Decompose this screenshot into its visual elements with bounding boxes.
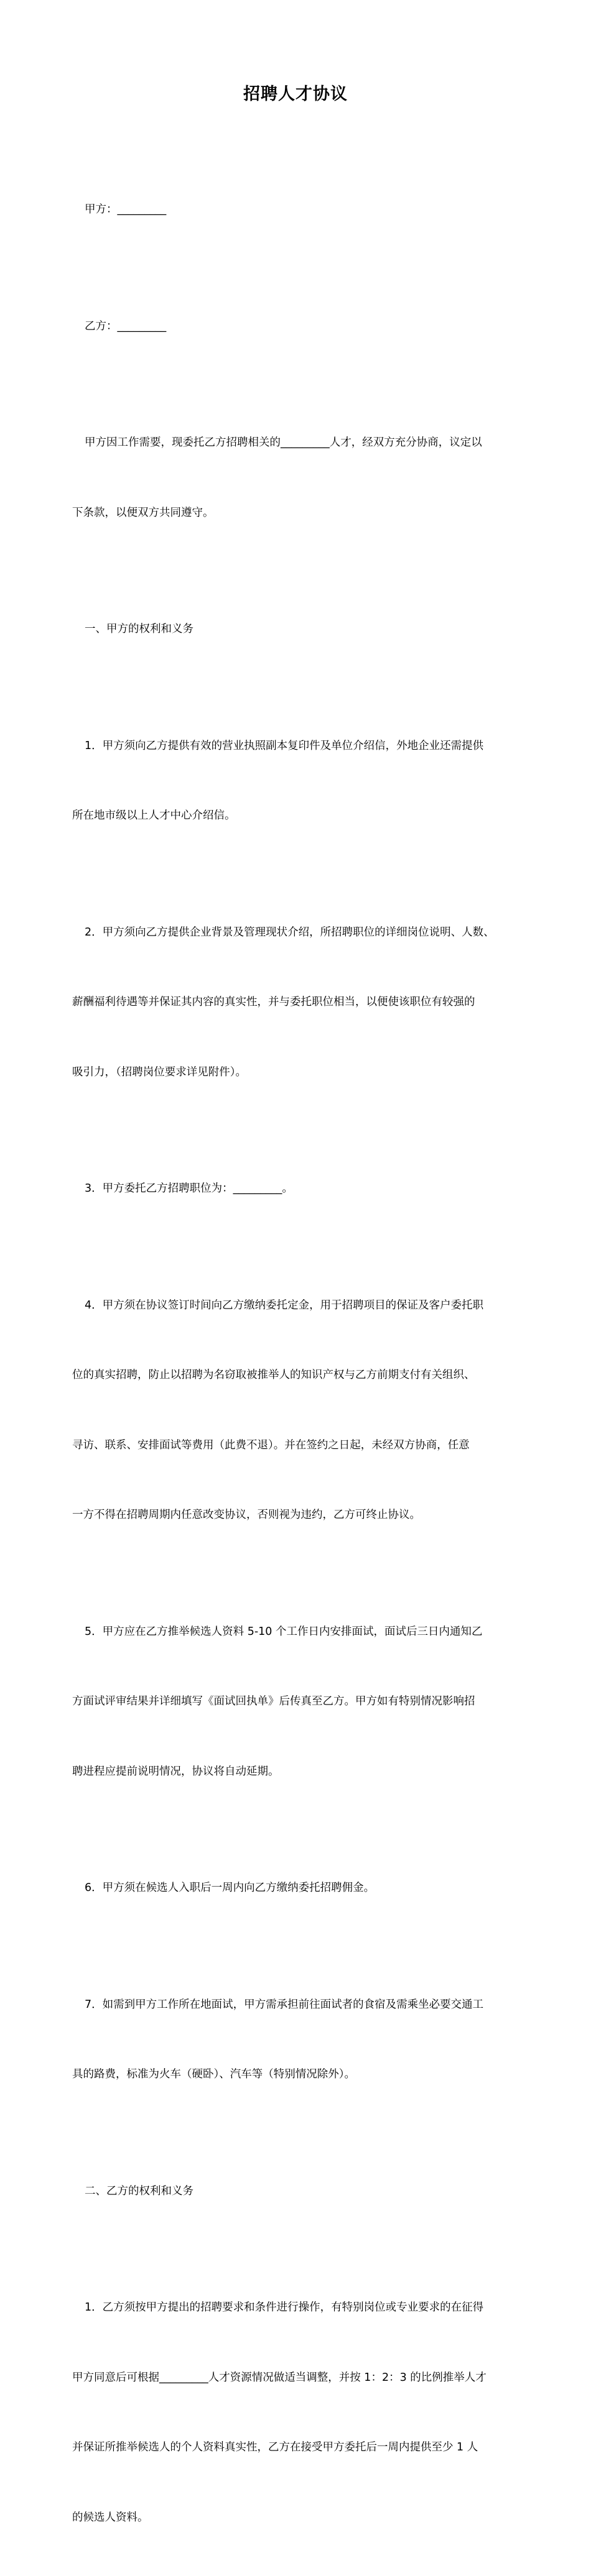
section-heading: 二、乙方的权利和义务 — [85, 2184, 193, 2197]
party-a-line — [72, 152, 520, 269]
paragraph-line: 的候选人资料。 — [72, 2511, 149, 2524]
paragraph-line: 下条款，以便双方共同遵守。 — [72, 506, 214, 519]
paragraph-line: 7．如需到甲方工作所在地面试，甲方需承担前往面试者的食宿及需乘坐必要交通工 — [85, 1998, 484, 2011]
paragraph-line: 一方不得在招聘周期内任意改变协议，否则视为违约，乙方可终止协议。 — [72, 1509, 421, 1521]
paragraph-line: 方面试评审结果并详细填写《面试回执单》后传真至乙方。甲方如有特别情况影响招 — [72, 1695, 475, 1708]
document-body — [72, 152, 520, 2576]
clause-a6 — [72, 1830, 520, 1947]
clause-a5 — [72, 1574, 520, 1831]
paragraph-line: 所在地市级以上人才中心介绍信。 — [72, 809, 236, 822]
paragraph-line: 乙方：_________ — [85, 320, 167, 333]
paragraph-line: 具的路费，标准为火车（硬卧）、汽车等（特别情况除外）。 — [72, 2068, 355, 2081]
section-heading-party-b — [72, 2133, 520, 2250]
clause-a7 — [72, 1947, 520, 2133]
paragraph-line: 6．甲方须在候选人入职后一周内向乙方缴纳委托招聘佣金。 — [85, 1882, 375, 1894]
paragraph-line: 寻访、联系、安排面试等费用（此费不退）。并在签约之日起，未经双方协商，任意 — [72, 1438, 470, 1451]
paragraph-line: 1．甲方须向乙方提供有效的营业执照副本复印件及单位介绍信，外地企业还需提供 — [85, 739, 484, 752]
clause-a3 — [72, 1131, 520, 1248]
paragraph-line: 1．乙方须按甲方提出的招聘要求和条件进行操作，有特别岗位或专业要求的在征得 — [85, 2301, 484, 2314]
clause-a2 — [72, 875, 520, 1131]
paragraph-line: 薪酬福利待遇等并保证其内容的真实性，并与委托职位相当，以便使该职位有较强的 — [72, 996, 475, 1008]
paragraph-line: 甲方因工作需要，现委托乙方招聘相关的_________人才，经双方充分协商，议定以 — [85, 436, 482, 449]
paragraph-line: 3．甲方委托乙方招聘职位为：_________。 — [85, 1182, 293, 1195]
paragraph-line: 5．甲方应在乙方推举候选人资料 5-10 个工作日内安排面试，面试后三日内通知乙 — [85, 1625, 483, 1638]
paragraph-line: 2．甲方须向乙方提供企业背景及管理现状介绍，所招聘职位的详细岗位说明、人数、 — [85, 926, 495, 939]
party-b-line — [72, 269, 520, 385]
paragraph-line: 聘进程应提前说明情况，协议将自动延期。 — [72, 1765, 279, 1778]
paragraph-line: 并保证所推举候选人的个人资料真实性，乙方在接受甲方委托后一周内提供至少 1 人 — [72, 2441, 478, 2454]
clause-b1 — [72, 2250, 520, 2576]
intro-paragraph — [72, 385, 520, 571]
section-heading: 一、甲方的权利和义务 — [85, 623, 193, 635]
clause-a1 — [72, 688, 520, 875]
paragraph-line: 吸引力，（招聘岗位要求详见附件）。 — [72, 1065, 246, 1079]
paragraph-line: 位的真实招聘，防止以招聘为名窃取被推举人的知识产权与乙方前期支付有关组织、 — [72, 1369, 475, 1381]
paragraph-line: 甲方同意后可根据_________人才资源情况做适当调整，并按 1：2：3 的比例推举人才 — [72, 2371, 486, 2384]
document-title: 招聘人才协议 — [243, 85, 348, 104]
clause-a4 — [72, 1248, 520, 1574]
paragraph-line: 甲方：_________ — [85, 203, 167, 216]
section-heading-party-a — [72, 571, 520, 688]
paragraph-line: 4．甲方须在协议签订时间向乙方缴纳委托定金，用于招聘项目的保证及客户委托职 — [85, 1299, 484, 1312]
